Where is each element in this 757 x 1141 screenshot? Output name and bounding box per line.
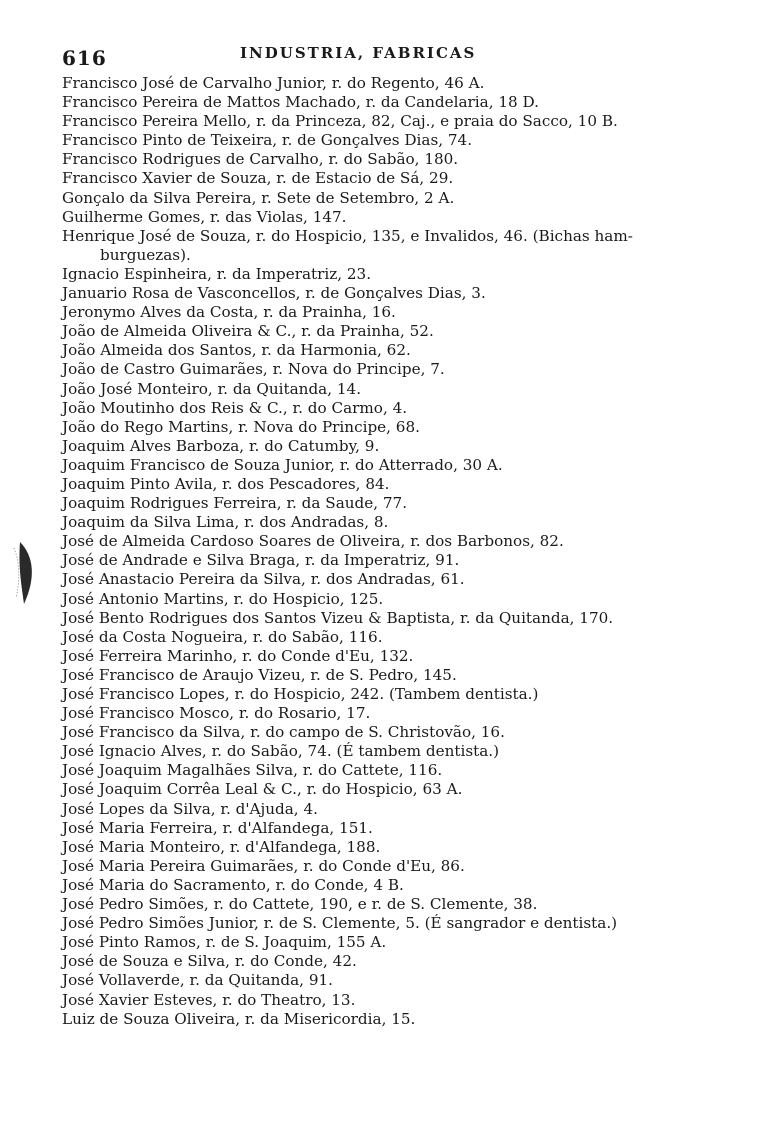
list-item: José Maria Pereira Guimarães, r. do Conde d'Eu, 86. (62, 856, 465, 875)
list-item: Francisco Pereira de Mattos Machado, r. da Candelaria, 18 D. (62, 93, 539, 112)
running-head: INDUSTRIA, FABRICAS (240, 44, 477, 62)
list-item: José de Souza e Silva, r. do Conde, 42. (62, 952, 357, 971)
list-item: José Antonio Martins, r. do Hospicio, 125. (62, 589, 384, 608)
page-number: 616 (62, 46, 107, 70)
list-item: Francisco Pinto de Teixeira, r. de Gonçalves Dias, 74. (62, 131, 473, 150)
list-item: José Pinto Ramos, r. de S. Joaquim, 155 A. (62, 933, 387, 952)
list-item: Gonçalo da Silva Pereira, r. Sete de Setembro, 2 A. (62, 188, 455, 207)
list-item: Francisco Xavier de Souza, r. de Estacio de Sá, 29. (62, 169, 454, 188)
list-item: José Ignacio Alves, r. do Sabão, 74. (É tambem dentista.) (62, 742, 500, 761)
list-item: Joaquim Pinto Avila, r. dos Pescadores, 84. (62, 474, 390, 493)
list-item: Januario Rosa de Vasconcellos, r. de Gonçalves Dias, 3. (62, 284, 486, 303)
list-item: Joaquim Rodrigues Ferreira, r. da Saude, 77. (62, 494, 408, 513)
list-item: Francisco Rodrigues de Carvalho, r. do Sabão, 180. (62, 150, 459, 169)
list-item: José de Almeida Cardoso Soares de Oliveira, r. dos Barbonos, 82. (62, 532, 564, 551)
list-item: Guilherme Gomes, r. das Violas, 147. (62, 207, 347, 226)
list-item: Ignacio Espinheira, r. da Imperatriz, 23. (62, 264, 372, 283)
list-item: João de Almeida Oliveira & C., r. da Prainha, 52. (62, 322, 434, 341)
list-item: José Francisco Mosco, r. do Rosario, 17. (62, 704, 371, 723)
list-item: João Almeida dos Santos, r. da Harmonia, 62. (62, 341, 411, 360)
list-item: José Francisco da Silva, r. do campo de S. Christovão, 16. (62, 723, 505, 742)
list-item: José de Andrade e Silva Braga, r. da Imperatriz, 91. (62, 551, 460, 570)
list-item: José Francisco de Araujo Vizeu, r. de S. Pedro, 145. (62, 665, 457, 684)
list-item: Francisco Pereira Mello, r. da Princeza, 82, Caj., e praia do Sacco, 10 B. (62, 112, 618, 131)
list-item: João de Castro Guimarães, r. Nova do Principe, 7. (62, 360, 445, 379)
list-item: José Lopes da Silva, r. d'Ajuda, 4. (62, 799, 318, 818)
list-item: José Joaquim Magalhães Silva, r. do Cattete, 116. (62, 761, 443, 780)
list-item: Francisco José de Carvalho Junior, r. do Regento, 46 A. (62, 74, 485, 92)
list-item: José Maria Ferreira, r. d'Alfandega, 151. (62, 818, 373, 837)
list-item: João José Monteiro, r. da Quitanda, 14. (62, 379, 362, 398)
binding-shadow-mark (8, 538, 38, 608)
list-item: José Ferreira Marinho, r. do Conde d'Eu, 132. (62, 646, 414, 665)
list-item: João Moutinho dos Reis & C., r. do Carmo, 4. (62, 398, 408, 417)
list-item-continuation: burguezas). (100, 245, 191, 264)
list-item: José da Costa Nogueira, r. do Sabão, 116. (62, 627, 383, 646)
list-item: José Bento Rodrigues dos Santos Vizeu & Baptista, r. da Quitanda, 170. (62, 608, 614, 627)
list-item: Joaquim da Silva Lima, r. dos Andradas, 8. (62, 513, 389, 532)
list-item: Jeronymo Alves da Costa, r. da Prainha, 16. (62, 303, 396, 322)
list-item: José Maria Monteiro, r. d'Alfandega, 188. (62, 837, 381, 856)
directory-listing (62, 74, 702, 1029)
list-item: Joaquim Alves Barboza, r. do Catumby, 9. (62, 436, 380, 455)
list-item: Joaquim Francisco de Souza Junior, r. do Atterrado, 30 A. (62, 455, 503, 474)
list-item: José Pedro Simões, r. do Cattete, 190, e r. de S. Clemente, 38. (62, 895, 538, 914)
list-item: Henrique José de Souza, r. do Hospicio, 135, e Invalidos, 46. (Bichas ham- (62, 226, 633, 245)
list-item: Luiz de Souza Oliveira, r. da Misericordia, 15. (62, 1009, 416, 1028)
list-item: José Vollaverde, r. da Quitanda, 91. (62, 971, 333, 990)
list-item: José Maria do Sacramento, r. do Conde, 4 B. (62, 875, 404, 894)
list-item: José Anastacio Pereira da Silva, r. dos Andradas, 61. (62, 570, 465, 589)
list-item: José Francisco Lopes, r. do Hospicio, 242. (Tambem dentista.) (62, 685, 539, 703)
list-item: José Joaquim Corrêa Leal & C., r. do Hospicio, 63 A. (62, 780, 463, 799)
list-item: José Pedro Simões Junior, r. de S. Clemente, 5. (É sangrador e dentista.) (62, 914, 618, 933)
list-item: João do Rego Martins, r. Nova do Principe, 68. (62, 417, 420, 436)
list-item: José Xavier Esteves, r. do Theatro, 13. (62, 990, 356, 1009)
